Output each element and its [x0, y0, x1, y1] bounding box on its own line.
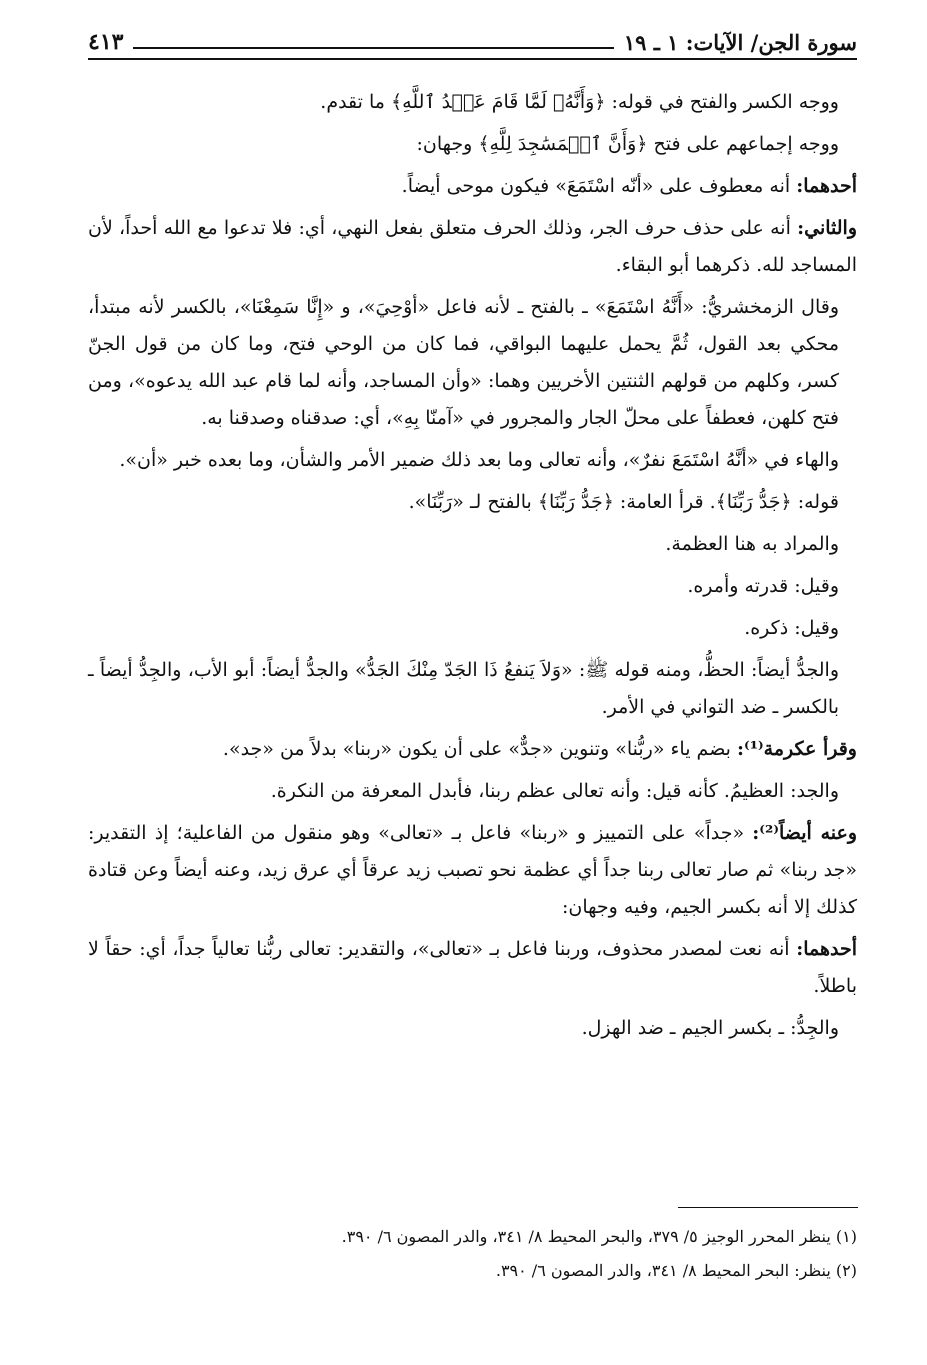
page-number: ٤١٣: [88, 29, 124, 55]
paragraph: وقرأ عكرمة⁽¹⁾: بضم ياء «ربُّنا» وتنوين «جدٌّ» على أن يكون «ربنا» بدلاً من «جد».: [222, 738, 857, 760]
paragraph: والهاء في «أنَّهُ اسْتَمَعَ نفرٌ»، وأنه تعالى وما بعد ذلك ضمير الأمر والشأن، وما بعده خبر «أن».: [119, 449, 839, 471]
paragraph: وقيل: ذكره.: [744, 617, 839, 639]
paragraph: وعنه أيضاً⁽²⁾: «جداً» على التمييز و «ربنا» فاعل بـ «تعالى» وهو منقول من الفاعلية؛ إذ التقدير: «جد ربنا» ثم صار تعالى ربنا جداً أي عظمة نحو تصبب زيد عرقاً أي عرق زيد، وعنه أيضاً وعن قتادة كذلك إلا أنه بكسر الجيم، وفيه وجهان:: [88, 822, 858, 918]
header-title: سورة الجن/ الآيات: ١ ـ ١٩: [623, 29, 857, 55]
paragraph: أحدهما: أنه نعت لمصدر محذوف، وربنا فاعل بـ «تعالى»، والتقدير: تعالى ربُّنا تعالياً جداً، أي: حقاً لا باطلاً.: [88, 938, 857, 997]
paragraph: ووجه إجماعهم على فتح ﴿وَأَنَّ ٱلۡمَسَٰجِدَ لِلَّهِ﴾ وجهان:: [416, 133, 839, 155]
paragraph: والجِدُّ: ـ بكسر الجيم ـ ضد الهزل.: [581, 1017, 839, 1039]
paragraph: والجد: العظيمُ. كأنه قيل: وأنه تعالى عظم ربنا، فأبدل المعرفة من النكرة.: [270, 780, 839, 802]
paragraph: قوله: ﴿جَدُّ رَبِّنَا﴾. قرأ العامة: ﴿جَدُّ رَبِّنَا﴾ بالفتح لـ «رَبِّنَا».: [408, 491, 839, 513]
main-text: [88, 84, 857, 1052]
header-rule: [133, 47, 613, 49]
running-header: [88, 22, 857, 62]
header-divider: [88, 58, 857, 60]
paragraph: والجدُّ أيضاً: الحظُّ، ومنه قوله ﷺ: «وَلاَ يَنفعُ ذَا الجَدّ مِنْكَ الجَدُّ» والجدُّ أيضاً: أبو الأب، والجِدُّ أيضاً ـ بالكسر ـ ضد التواني في الأمر.: [88, 659, 839, 718]
footnote: (٢) ينظر: البحر المحيط ٨/ ٣٤١، والدر المصون ٦/ ٣٩٠.: [495, 1261, 857, 1280]
paragraph: والثاني: أنه على حذف حرف الجر، وذلك الحرف متعلق بفعل النهي، أي: فلا تدعوا مع الله أحداً، لأن المساجد لله. ذكرهما أبو البقاء.: [88, 217, 857, 276]
footnote-divider: [678, 1207, 858, 1208]
paragraph: وقال الزمخشريُّ: «أَنَّهُ اسْتَمَعَ» ـ بالفتح ـ لأنه فاعل «أوْحِيَ»، و «إِنَّا سَمِعْنَا»، بالكسر لأنه مبتدأ، محكي بعد القول، ثُمَّ يحمل عليهما البواقي، فما كان من الوحي فتح، وما كان من قول الجنّ كسر، وكلهم من قولهم الثنتين الأخريين وهما: «وأن المساجد، وأنه لما قام عبد الله يدعوه»، ومن فتح كلهن، فعطفاً على محلّ الجار والمجرور في «آمنّا بِهِ»، أي: صدقناه وصدقنا به.: [88, 296, 839, 429]
paragraph: وقيل: قدرته وأمره.: [687, 575, 839, 597]
footnote: (١) ينظر المحرر الوجيز ٥/ ٣٧٩، والبحر المحيط ٨/ ٣٤١، والدر المصون ٦/ ٣٩٠.: [341, 1227, 857, 1246]
paragraph: أحدهما: أنه معطوف على «أنّه اسْتَمَعَ» فيكون موحى أيضاً.: [401, 175, 857, 197]
paragraph: ووجه الكسر والفتح في قوله: ﴿وَأَنَّهُۥ لَمَّا قَامَ عَبۡدُ ٱللَّهِ﴾ ما تقدم.: [320, 91, 839, 113]
paragraph: والمراد به هنا العظمة.: [665, 533, 839, 555]
footnotes: [88, 1220, 857, 1288]
